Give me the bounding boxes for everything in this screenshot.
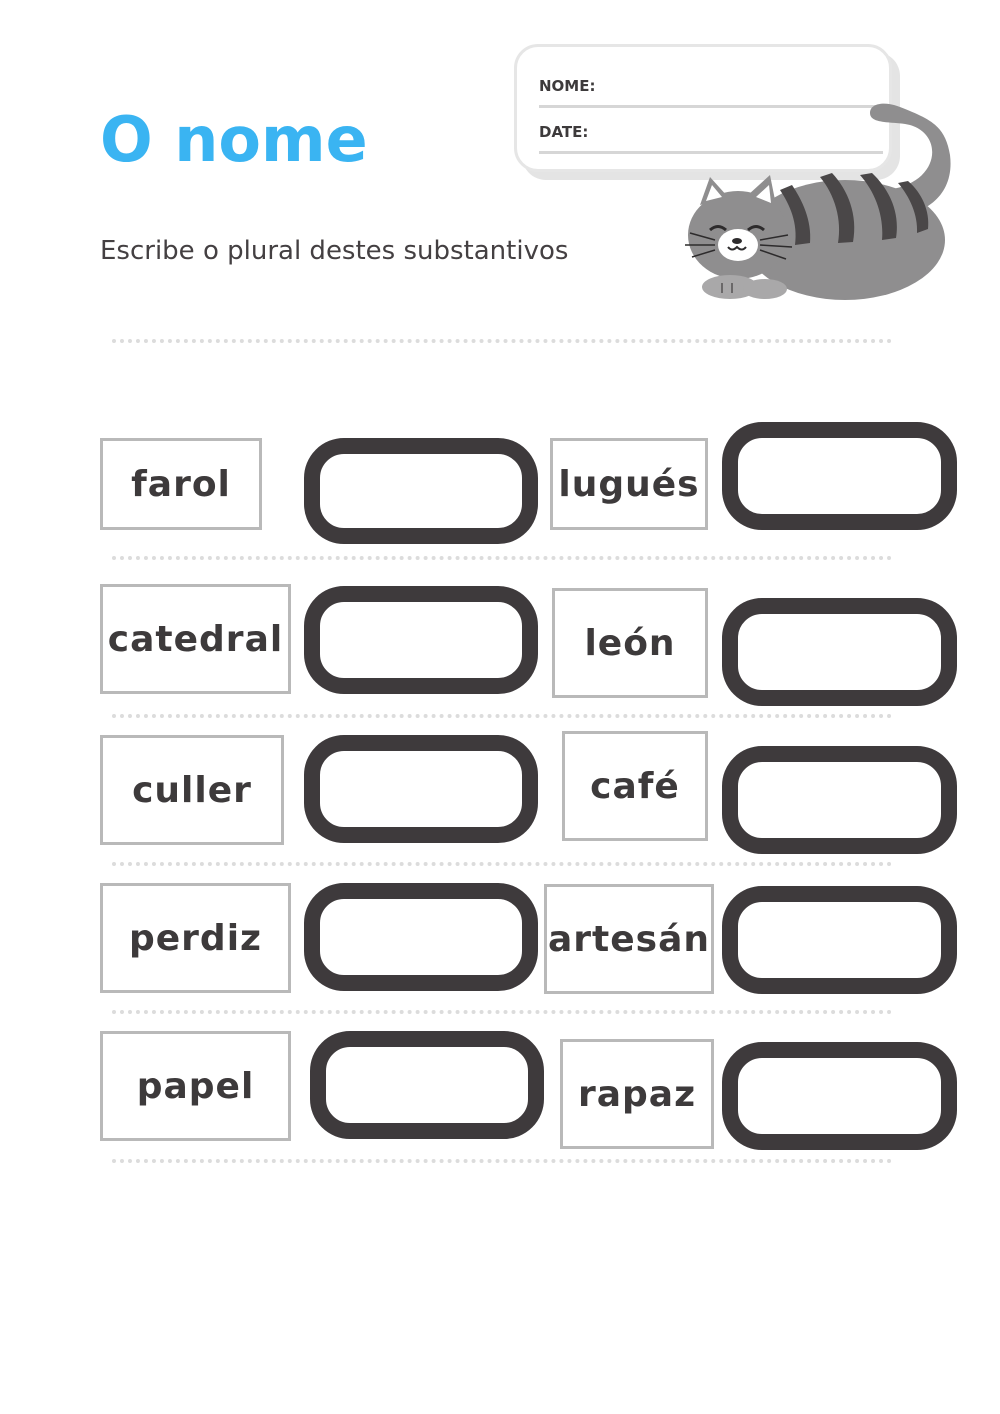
page-title: O nome	[100, 103, 368, 176]
separator	[112, 556, 892, 560]
word-text: león	[584, 622, 676, 664]
separator	[112, 1159, 892, 1163]
word-text: lugués	[558, 463, 700, 505]
word-card	[100, 584, 291, 694]
word-text: catedral	[107, 618, 284, 660]
answer-box[interactable]	[722, 422, 957, 530]
word-text: culler	[132, 769, 252, 811]
word-card	[100, 1031, 291, 1141]
name-label: NOME:	[539, 77, 596, 95]
answer-box[interactable]	[722, 886, 957, 994]
word-text: artesán	[547, 918, 711, 960]
word-card	[550, 438, 708, 530]
answer-box[interactable]	[304, 883, 538, 991]
word-card	[100, 735, 284, 845]
sleeping-cat-icon	[670, 95, 955, 310]
word-card	[100, 438, 262, 530]
answer-box[interactable]	[722, 598, 957, 706]
word-card	[552, 588, 708, 698]
answer-box[interactable]	[722, 746, 957, 854]
word-text: papel	[136, 1065, 255, 1107]
word-card	[560, 1039, 714, 1149]
answer-box[interactable]	[304, 735, 538, 843]
word-card	[562, 731, 708, 841]
separator	[112, 339, 892, 343]
answer-box[interactable]	[304, 438, 538, 544]
separator	[112, 1010, 892, 1014]
answer-box[interactable]	[310, 1031, 544, 1139]
date-label: DATE:	[539, 123, 589, 141]
word-text: café	[590, 765, 680, 807]
word-text: rapaz	[577, 1073, 697, 1115]
word-text: perdiz	[128, 917, 262, 959]
instruction-text: Escribe o plural destes substantivos	[100, 236, 569, 266]
answer-box[interactable]	[722, 1042, 957, 1150]
word-card	[100, 883, 291, 993]
word-card	[544, 884, 714, 994]
separator	[112, 714, 892, 718]
separator	[112, 862, 892, 866]
answer-box[interactable]	[304, 586, 538, 694]
word-text: farol	[131, 463, 231, 505]
